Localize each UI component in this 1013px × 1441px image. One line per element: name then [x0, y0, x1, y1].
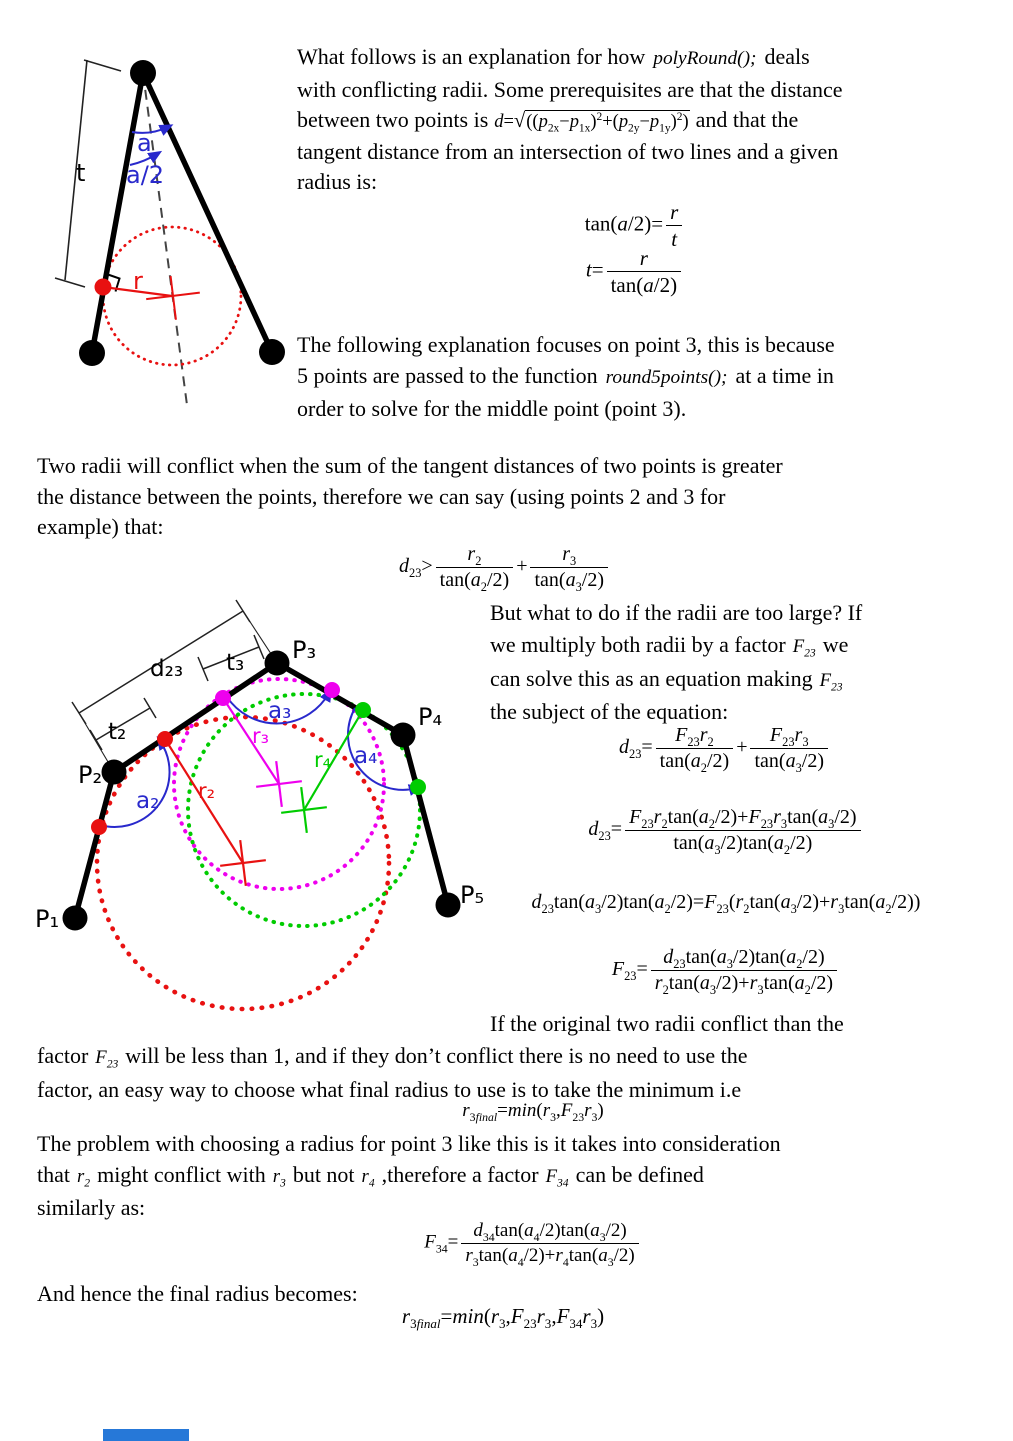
- text-line: between two points is $d=√((p_{2x}-p_{1x})^2+(p_{2y}-p_{1y})^2)$ and that the: [297, 107, 799, 135]
- polyline-edges: [92, 73, 272, 353]
- r2-label: r₂: [198, 779, 216, 803]
- t-label: t: [76, 159, 86, 187]
- text-line: with conflicting radii. Some prerequisites are that the distance: [297, 76, 843, 102]
- tangent-point-dot: [95, 279, 112, 296]
- bottom-blue-bar: [103, 1429, 189, 1441]
- text-line: The following explanation focuses on point 3, this is because: [297, 332, 835, 357]
- p4-label: P₄: [418, 703, 443, 731]
- angle-tangent-diagram: [40, 50, 310, 422]
- p5-dot: [436, 893, 461, 918]
- p3-label: P₃: [292, 636, 317, 664]
- text-line: Two radii will conflict when the sum of the tangent distances of two points is greater: [37, 453, 783, 478]
- r2-center-cross: [217, 837, 268, 888]
- para-intro: [297, 42, 843, 198]
- para-factor: [490, 597, 862, 728]
- a3-label: a₃: [268, 698, 292, 724]
- vertex-dot: [130, 60, 156, 86]
- text-line: What follows is an explanation for how polyRound(); deals: [297, 44, 810, 69]
- formula-d23-single-fraction: $d_{23}=$ $\frac{F_{23}r_2\tan(a_2/2)+F_{23}r_3\tan(a_3/2)}{\tan(a_3/2)\tan(a_2/2)}$: [514, 806, 938, 855]
- text-line: radius is:: [297, 169, 378, 195]
- t2-label: t₂: [108, 719, 127, 745]
- text-line: example) that:: [37, 514, 164, 540]
- formula-d23-linear: $d_{23}\tan(a_3/2)\tan(a_2/2)=F_{23}(r_2\tan(a_3/2)+r_3\tan(a_2/2))$: [531, 891, 921, 916]
- text-line: we multiply both radii by a factor $F_{23}$ we: [490, 631, 849, 660]
- p4-dot: [391, 723, 416, 748]
- para-conflict2: [490, 1008, 844, 1039]
- text-line: And hence the final radius becomes:: [37, 1281, 358, 1306]
- radius-label: r: [133, 267, 143, 295]
- formula-d23-factored: $d_{23}=$ $\frac{F_{23}r_2}{\tan(a_2/2)}$ + $\frac{F_{23}r_3}{\tan(a_3/2)}$: [520, 724, 930, 773]
- text-line: factor $F_{23}$ will be less than 1, and if they don’t conflict there is no need to use the: [37, 1043, 748, 1071]
- r3-label: r₃: [252, 724, 270, 748]
- formula-d23-inequality: $d_{23}>$ $\frac{r_2}{\tan(a_2/2)}$ + $\frac{r_3}{\tan(a_3/2)}$: [300, 543, 710, 592]
- polyline-radii-diagram: [30, 595, 505, 1037]
- para-focus: [297, 329, 835, 424]
- r4-label: r₄: [314, 748, 332, 772]
- p5-label: P₅: [460, 881, 485, 909]
- formula-r3final-min1: $r_{3final}=\min(r_3,F_{23}r_3)$: [462, 1100, 604, 1124]
- p2-label: P₂: [78, 761, 103, 789]
- text-line: the subject of the equation:: [490, 699, 729, 725]
- text-line: tangent distance from an intersection of two lines and a given: [297, 138, 839, 164]
- formula-r3final-min2: $r_{3final}=\min(r_3,F_{23}r_3,F_{34}r_3)$: [401, 1304, 605, 1332]
- formula-tan-half: tan(a/2)= $\frac{r}{t}$: [430, 200, 840, 251]
- text-line: the distance between the points, therefore we can say (using points 2 and 3 for: [37, 483, 726, 509]
- circle-center-cross: [144, 273, 203, 323]
- text-line: The problem with choosing a radius for point 3 like this is it takes into consideration: [37, 1131, 781, 1156]
- p1-dot: [63, 906, 88, 931]
- vertex-dot: [259, 339, 285, 365]
- para-problem: [37, 1128, 781, 1223]
- p1-label: P₁: [35, 905, 60, 933]
- text-line: If the original two radii conflict than the: [490, 1011, 844, 1036]
- vertex-dot: [79, 340, 105, 366]
- t3-label: t₃: [226, 650, 245, 676]
- text-line: that $r_2$ might conflict with $r_3$ but not $r_4$ ,therefore a factor $F_{34}$ can be defined: [37, 1162, 704, 1190]
- p2-dot: [102, 760, 127, 785]
- text-line: But what to do if the radii are too large? If: [490, 600, 863, 625]
- text-line: similarly as:: [37, 1195, 146, 1220]
- text-line: order to solve for the middle point (point 3).: [297, 396, 687, 421]
- para-minimum: [37, 1040, 747, 1106]
- formula-f34: $F_{34}=$ $\frac{d_{34}\tan(a_4/2)\tan(a_3/2)}{r_3\tan(a_4/2)+r_4\tan(a_3/2)}$: [333, 1220, 733, 1267]
- r3-center-cross: [253, 758, 304, 809]
- text-line: 5 points are passed to the function round5points(); at a time in: [297, 363, 834, 388]
- angle-a-label: a: [137, 129, 152, 157]
- a4-label: a₄: [354, 743, 378, 769]
- text-line: can solve this as an equation making $F_{23}$: [490, 665, 843, 694]
- angle-a-half-label: a/2: [126, 161, 165, 189]
- p3-dot: [265, 651, 290, 676]
- para-conflict: [37, 451, 783, 543]
- d23-label: d₂₃: [150, 656, 184, 682]
- formula-t: t= $\frac{r}{\tan(a/2)}$: [430, 246, 840, 297]
- r4-center-cross: [278, 784, 329, 835]
- a2-label: a₂: [136, 788, 160, 814]
- text-line: factor, an easy way to choose what final radius to use is to take the minimum i.e: [37, 1077, 742, 1102]
- formula-f23: $F_{23}=$ $\frac{d_{23}\tan(a_3/2)\tan(a_2/2)}{r_2\tan(a_3/2)+r_3\tan(a_2/2)}$: [520, 946, 932, 995]
